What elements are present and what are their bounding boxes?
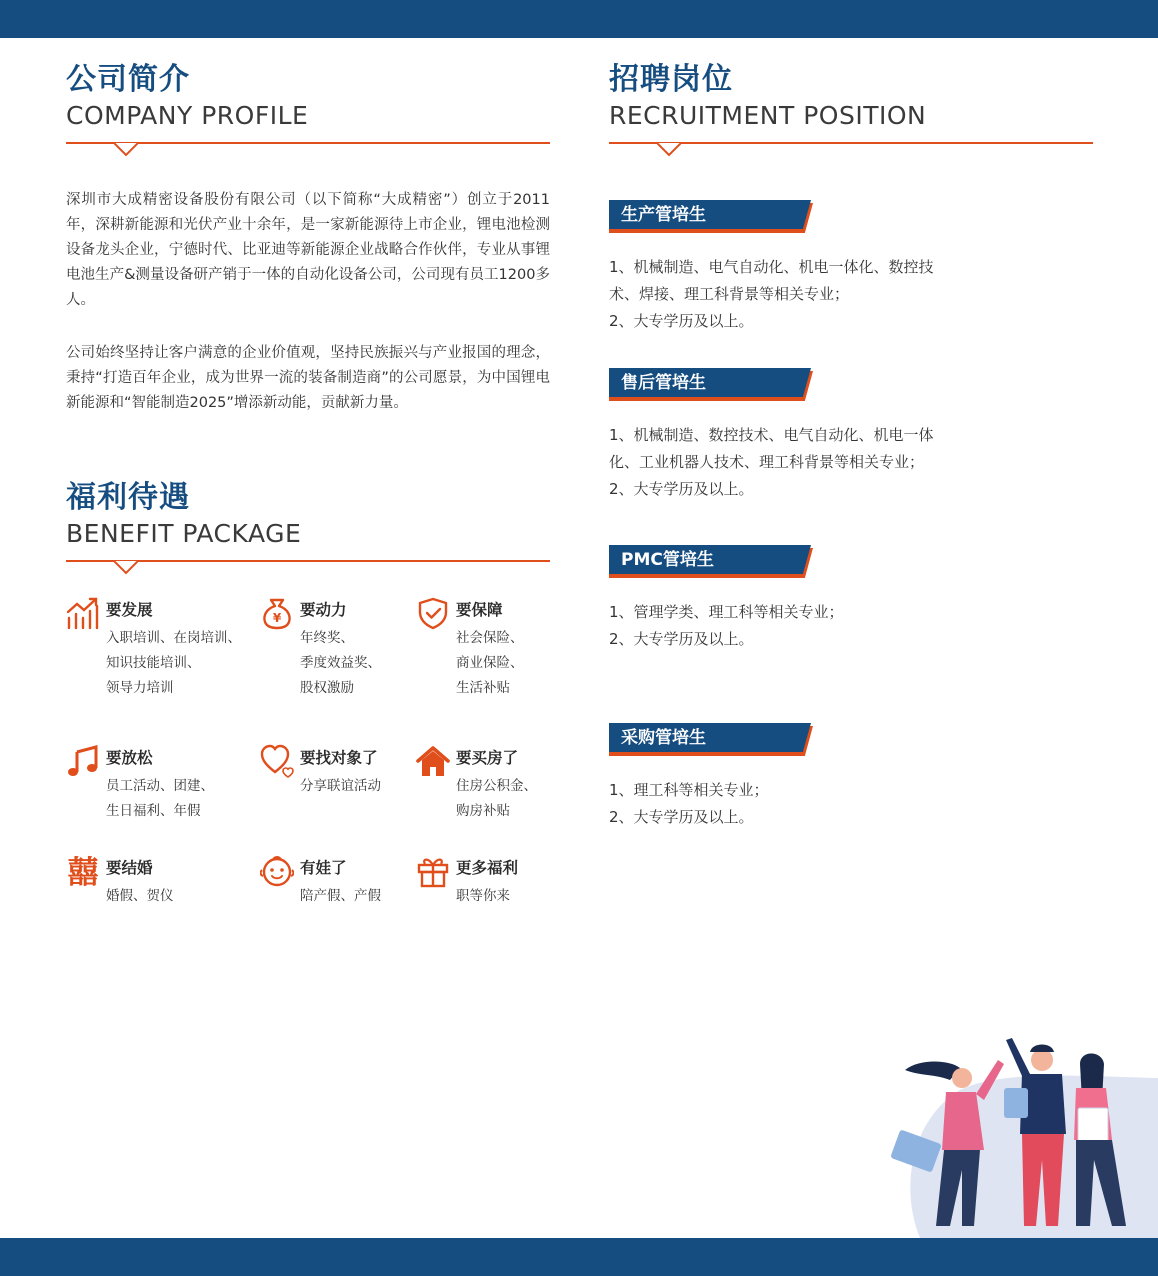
benefit-line: 知识技能培训、 (106, 655, 201, 671)
benefit-line: 生活补贴 (456, 680, 510, 696)
job-card (609, 723, 1093, 831)
benefit-lines (456, 884, 510, 909)
team-high-five-illustration (880, 1030, 1158, 1238)
job-tag (609, 368, 813, 400)
benefit-title: 有娃了 (300, 859, 347, 877)
job-name: PMC管培生 (621, 550, 714, 570)
job-requirements (609, 422, 939, 503)
baby-icon (260, 854, 294, 888)
benefit-line: 商业保险、 (456, 655, 524, 671)
job-line: 1、管理学类、理工科等相关专业； (609, 603, 844, 621)
recruitment-title: 招聘岗位 (609, 62, 733, 97)
benefit-title: 要找对象了 (300, 749, 378, 767)
benefit-line: 住房公积金、 (456, 778, 537, 794)
benefit-lines (106, 884, 174, 909)
section-rule (609, 142, 1093, 144)
benefit-lines (300, 774, 381, 799)
company-profile-subtitle: COMPANY PROFILE (66, 101, 309, 130)
job-tag (609, 200, 813, 232)
benefit-title: 更多福利 (456, 859, 519, 877)
benefit-line: 社会保险、 (456, 630, 524, 646)
money-symbol: ¥ (272, 611, 282, 625)
benefit-line: 季度效益奖、 (300, 655, 381, 671)
profile-paragraph: 深圳市大成精密设备股份有限公司（以下简称“大成精密”）创立于2011年，深耕新能源和光伏产业十余年，是一家新能源待上市企业，锂电池检测设备龙头企业，宁德时代、比亚迪等新能源企业战略合作伙伴，专业从事锂电池生产&测量设备研产销于一体的自动化设备公司，公司现有员工1200多人。 (66, 192, 550, 308)
company-profile-title: 公司简介 (66, 62, 190, 97)
money-bag-icon (260, 596, 294, 630)
house-icon (416, 744, 450, 778)
benefit-title: 要放松 (106, 749, 153, 767)
company-profile-header (66, 60, 550, 160)
benefit-line: 领导力培训 (106, 680, 174, 696)
benefit-line: 股权激励 (300, 680, 354, 696)
benefit-title: 要动力 (300, 601, 347, 619)
job-name: 生产管培生 (621, 205, 706, 225)
notch-icon (114, 143, 138, 157)
heart-icon (260, 744, 294, 778)
job-line: 1、机械制造、数控技术、电气自动化、机电一体化、工业机器人技术、理工科背景等相关专业； (609, 426, 934, 471)
job-requirements (609, 599, 939, 653)
notch-icon (657, 143, 681, 157)
company-profile-body (66, 188, 550, 416)
job-card (609, 200, 1093, 335)
benefit-line: 员工活动、团建、 (106, 778, 214, 794)
growth-chart-icon (66, 596, 100, 630)
section-rule (66, 142, 550, 144)
benefit-header (66, 478, 550, 578)
job-tag (609, 545, 813, 577)
benefit-lines (456, 774, 537, 824)
benefit-line: 职等你来 (456, 888, 510, 904)
benefit-title: 要保障 (456, 601, 503, 619)
job-line: 1、机械制造、电气自动化、机电一体化、数控技术、焊接、理工科背景等相关专业； (609, 258, 934, 303)
profile-paragraph: 公司始终坚持让客户满意的企业价值观，坚持民族振兴与产业报国的理念，秉持“打造百年企业，成为世界一流的装备制造商”的公司愿景，为中国锂电新能源和“智能制造2025”增添新动能，贡献新力量。 (66, 345, 550, 411)
recruitment-subtitle: RECRUITMENT POSITION (609, 101, 927, 130)
benefit-title: 要发展 (106, 601, 153, 619)
job-requirements (609, 254, 939, 335)
benefit-line: 购房补贴 (456, 803, 510, 819)
notch-icon (114, 561, 138, 575)
benefit-lines (106, 626, 241, 701)
job-name: 售后管培生 (621, 373, 706, 393)
benefit-title: 要买房了 (456, 749, 519, 767)
benefit-title: 福利待遇 (66, 480, 190, 515)
benefit-lines (456, 626, 524, 701)
benefit-lines (300, 884, 381, 909)
recruitment-header (609, 60, 1093, 160)
right-column (609, 60, 1093, 831)
benefit-title: 要结婚 (106, 859, 153, 877)
gift-icon (416, 854, 450, 888)
benefit-line: 入职培训、在岗培训、 (106, 630, 241, 646)
benefit-line: 生日福利、年假 (106, 803, 201, 819)
job-card (609, 545, 1093, 653)
benefit-lines (106, 774, 214, 824)
left-column (66, 60, 550, 916)
benefit-subtitle: BENEFIT PACKAGE (66, 519, 302, 548)
benefit-line: 年终奖、 (300, 630, 354, 646)
benefit-line: 婚假、贺仪 (106, 888, 174, 904)
job-line: 1、理工科等相关专业； (609, 781, 769, 799)
music-note-icon (66, 744, 100, 778)
bottom-band (0, 1238, 1158, 1276)
double-happiness-glyph: 囍 (67, 855, 99, 888)
benefit-line: 分享联谊活动 (300, 778, 381, 794)
benefit-grid (66, 596, 550, 916)
job-line: 2、大专学历及以上。 (609, 808, 754, 826)
job-line: 2、大专学历及以上。 (609, 312, 754, 330)
job-name: 采购管培生 (621, 728, 706, 748)
job-card (609, 368, 1093, 503)
benefit-section (66, 478, 550, 916)
shield-check-icon (416, 596, 450, 630)
double-happiness-icon (66, 854, 100, 888)
benefit-line: 陪产假、产假 (300, 888, 381, 904)
benefit-lines (300, 626, 381, 701)
job-tag (609, 723, 813, 755)
top-band (0, 0, 1158, 38)
section-rule (66, 560, 550, 562)
job-line: 2、大专学历及以上。 (609, 480, 754, 498)
job-line: 2、大专学历及以上。 (609, 630, 754, 648)
job-requirements (609, 777, 939, 831)
